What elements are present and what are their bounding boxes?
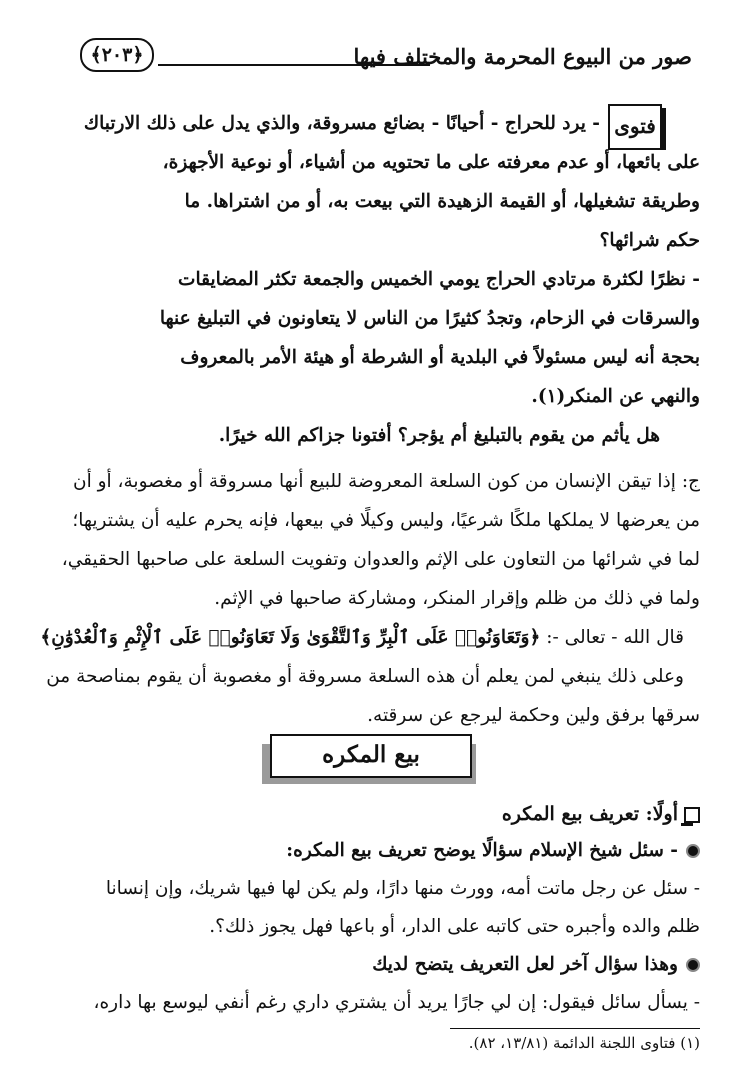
answer-closing-line: وعلى ذلك ينبغي لمن يعلم أن هذه السلعة مسروقة أو مغصوبة أن يقوم بمناصحة من [46, 666, 684, 687]
page-number: ﴿٢٠٣﴾ [80, 38, 154, 72]
section-heading: بيع المكره [270, 734, 472, 778]
footnote-rule [450, 1028, 700, 1029]
verse-intro: قال الله - تعالى -: [540, 627, 684, 648]
bullet-body-line: - يسأل سائل فيقول: إن لي جارًا يريد أن يشتري داري رغم أنفي ليوسع بها داره، [93, 992, 700, 1013]
fatwa-label: فتوى [608, 104, 662, 150]
running-title: صور من البيوع المحرمة والمختلف فيها [353, 44, 692, 69]
bullet-item [286, 836, 700, 866]
checkbox-square-icon [684, 807, 700, 823]
bullet-body-line: ظلم والده وأجبره حتى كاتبه على الدار، أو باعها فهل يجوز ذلك؟. [209, 916, 700, 937]
question-block-first [83, 104, 600, 143]
question-block [100, 143, 700, 455]
question-line: وطريقة تشغيلها، أو القيمة الزهيدة التي بيعت به، أو من اشتراها. ما [184, 191, 700, 212]
answer-line: ج: إذا تيقن الإنسان من كون السلعة المعروضة للبيع أنها مسروقة أو مغصوبة، أو أن [72, 471, 700, 492]
bullet-text: وهذا سؤال آخر لعل التعريف يتضح لديك [372, 954, 678, 975]
question-line: بحجة أنه ليس مسئولاً في البلدية أو الشرطة أو هيئة الأمر بالمعروف [180, 347, 700, 368]
answer-line: ولما في ذلك من ظلم وإقرار المنكر، ومشاركة صاحبها في الإثم. [214, 588, 700, 609]
answer-closing-line: سرقها برفق ولين وحكمة ليرجع عن سرقته. [367, 705, 700, 726]
question-line: - نظرًا لكثرة مرتادي الحراج يومي الخميس والجمعة تكثر المضايقات [178, 269, 700, 290]
subheading [502, 800, 700, 828]
bullet-dot-icon [686, 844, 700, 858]
bullet-item [372, 950, 700, 980]
answer-block [40, 462, 700, 735]
verse-line [40, 618, 700, 657]
answer-line: من يعرضها لا يملكها ملكًا شرعيًا، وليس وكيلًا في بيعها، فإنه يحرم عليه أن يشتريها؛ [72, 510, 700, 531]
question-line: والسرقات في الزحام، وتجدُ كثيرًا من الناس لا يتعاونون في التبليغ عنها [159, 308, 700, 329]
quran-verse: ﴿وَتَعَاوَنُوا۟ عَلَى ٱلْبِرِّ وَٱلتَّقْوَىٰ وَلَا تَعَاوَنُوا۟ عَلَى ٱلْإِثْمِ وَٱلْعُدْوَٰنِ﴾ [40, 627, 541, 648]
bullet-dot-icon [686, 958, 700, 972]
page-header [60, 38, 692, 78]
answer-line: لما في شرائها من التعاون على الإثم والعدوان وتفويت السلعة على صاحبها الحقيقي، [61, 549, 700, 570]
question-line: والنهي عن المنكر(١). [531, 386, 700, 407]
footnote: (١) فتاوى اللجنة الدائمة (١٣/٨١، ٨٢). [468, 1034, 700, 1052]
question-line: على بائعها، أو عدم معرفته على ما تحتويه من أشياء، أو نوعية الأجهزة، [162, 152, 700, 173]
question-line: - يرد للحراج - أحيانًا - بضائع مسروقة، والذي يدل على ذلك الارتباك [83, 113, 600, 134]
question-line: حكم شرائها؟ [599, 230, 700, 251]
question-line: هل يأثم من يقوم بالتبليغ أم يؤجر؟ أفتونا جزاكم الله خيرًا. [218, 425, 660, 446]
bullet-text: - سئل شيخ الإسلام سؤالًا يوضح تعريف بيع المكره: [286, 840, 678, 861]
subheading-text: أولًا: تعريف بيع المكره [501, 803, 678, 825]
header-rule [158, 64, 430, 66]
bullet-body-line: - سئل عن رجل ماتت أمه، وورث منها دارًا، ولم يكن لها فيها شريك، وإن إنسانا [105, 878, 700, 899]
